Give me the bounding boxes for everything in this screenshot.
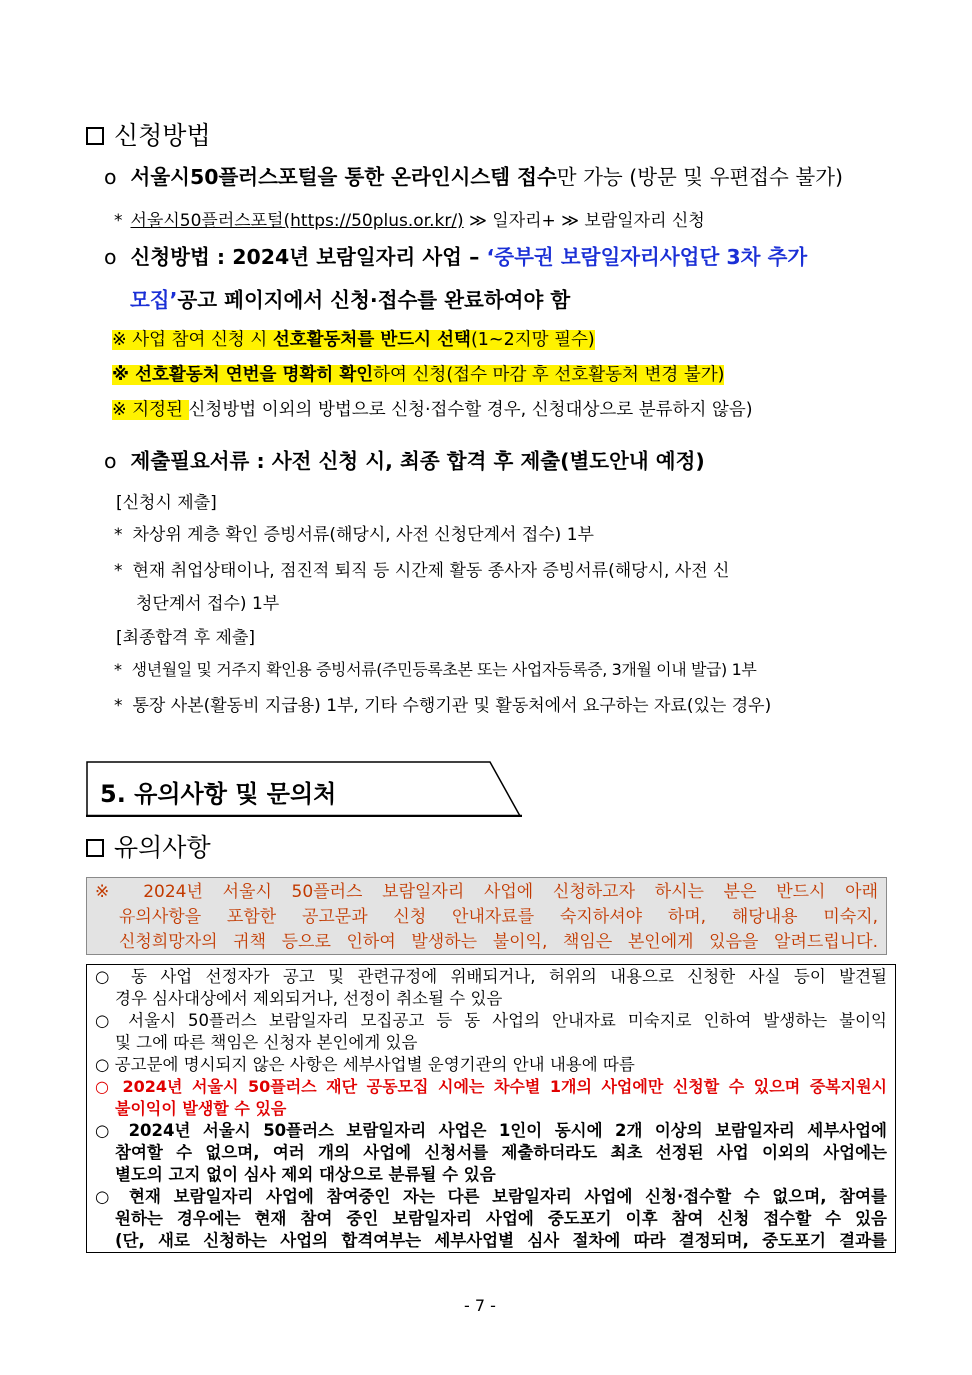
section-title-apply: 신청방법 <box>86 116 211 152</box>
list-item: ○ 현재 보람일자리 사업에 참여중인 자는 다른 보람일자리 사업에 신청·접수할 수 없으며, 참여를 원하는 경우에는 현재 참여 중인 보람일자리 사업에 중도포기 이후 참여 신청 접수할 수 있음 (단, 새로 신청하는 사업의 합격여부는 세부사업별 심사 절차에 따라 결정되며, 중도포기 결과를 <box>95 1187 887 1250</box>
docs-group1-item-2: * 현재 취업상태이나, 점진적 퇴직 등 시간제 활동 종사자 증빙서류(해당시, 사전 신 <box>114 561 730 581</box>
docs-group2-label: [최종합격 후 제출] <box>116 628 256 648</box>
list-item: ○ 동 사업 선정자가 공고 및 관련규정에 위배되거나, 허위의 내용으로 신청한 사실 등이 발견될 경우 심사대상에서 제외되거나, 선정이 취소될 수 있음 <box>95 967 887 1008</box>
portal-note: * 서울시50플러스포털(https://50plus.or.kr/) ≫ 일자리+ ≫ 보람일자리 신청 <box>114 211 705 231</box>
list-item: ○ 2024년 서울시 50플러스 재단 공동모집 시에는 차수별 1개의 사업에만 신청할 수 있으며 중복지원시 불이익이 발생할 수 있음 <box>95 1077 887 1118</box>
list-item: ○ 공고문에 명시되지 않은 사항은 세부사업별 운영기관의 안내 내용에 따름 <box>95 1055 635 1074</box>
docs-title-line: o 제출필요서류 : 사전 신청 시, 최종 합격 후 제출(별도안내 예정) <box>104 449 705 473</box>
notice-line: ※ 2024년 서울시 50플러스 보람일자리 사업에 신청하고자 하시는 분은 반드시 아래 <box>95 882 878 902</box>
checkbox-square-icon <box>86 839 104 857</box>
list-item: ○ 2024년 서울시 50플러스 보람일자리 사업은 1인이 동시에 2개 이상의 보람일자리 세부사업에 참여할 수 없으며, 여러 개의 사업에 신청서를 제출하더라도 최초 선정된 사업 이외의 사업에는 별도의 고지 없이 심사 제외 대상으로 분류될 수 있음 <box>95 1121 887 1184</box>
note-1: ※ 사업 참여 신청 시 선호활동처를 반드시 선택(1~2지망 필수) <box>112 330 595 350</box>
portal-link[interactable]: 서울시50플러스포털(https://50plus.or.kr/) <box>130 211 464 231</box>
section-title-notice: 유의사항 <box>86 828 211 864</box>
docs-group1-item-1: * 차상위 계층 확인 증빙서류(해당시, 사전 신청단계서 접수) 1부 <box>114 525 594 545</box>
caution-list-box <box>86 964 896 1253</box>
checkbox-square-icon <box>86 127 104 145</box>
notice-line: 신청희망자의 귀책 등으로 인하여 발생하는 불이익, 책임은 본인에게 있음을 알려드립니다. <box>119 932 878 952</box>
note-2: ※ 선호활동처 연번을 명확히 확인하여 신청(접수 마감 후 선호활동처 변경 불가) <box>112 365 725 385</box>
page-number: - 7 - <box>464 1296 496 1315</box>
apply-online-line: o 서울시50플러스포털을 통한 온라인시스템 접수만 가능 (방문 및 우편접수 불가) <box>104 165 843 189</box>
apply-method-line: o 신청방법 : 2024년 보람일자리 사업 – ‘중부권 보람일자리사업단 3차 추가 <box>104 245 808 269</box>
notice-line: 유의사항을 포함한 공고문과 신청 안내자료를 숙지하셔야 하며, 해당내용 미숙지, <box>119 907 878 927</box>
docs-group2-item-2: * 통장 사본(활동비 지급용) 1부, 기타 수행기관 및 활동처에서 요구하는 자료(있는 경우) <box>114 696 772 716</box>
docs-group1-label: [신청시 제출] <box>116 493 217 513</box>
list-item: ○ 서울시 50플러스 보람일자리 모집공고 등 동 사업의 안내자료 미숙지로 인하여 발생하는 불이익 및 그에 따른 책임은 신청자 본인에게 있음 <box>95 1011 887 1052</box>
note-3: ※ 지정된 신청방법 이외의 방법으로 신청·접수할 경우, 신청대상으로 분류하지 않음) <box>112 400 753 420</box>
apply-method-line-2: 모집’공고 페이지에서 신청·접수를 완료하여야 함 <box>130 288 571 312</box>
notice-box <box>86 877 887 955</box>
docs-group1-item-2-cont: 청단계서 접수) 1부 <box>136 594 280 614</box>
section5-header: 5. 유의사항 및 문의처 <box>100 780 337 808</box>
docs-group2-item-1: * 생년월일 및 거주지 확인용 증빙서류(주민등록초본 또는 사업자등록증, 3개월 이내 발급) 1부 <box>114 660 757 679</box>
